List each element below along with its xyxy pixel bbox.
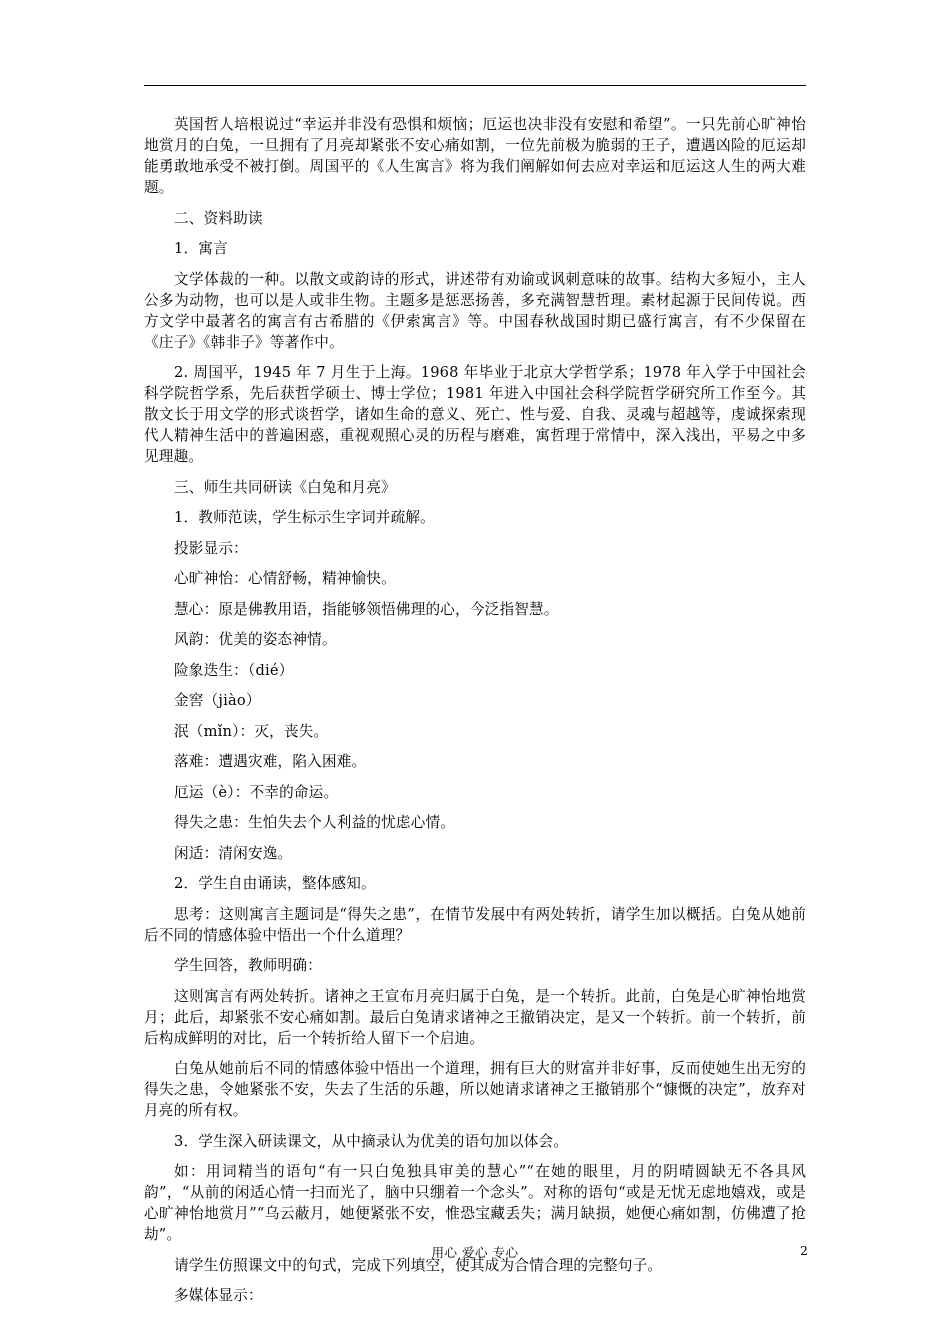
paragraph: 白兔从她前后不同的情感体验中悟出一个道理，拥有巨大的财富并非好事，反而使她生出无穷的得失之患，令她紧张不安，失去了生活的乐趣，所以她请求诸神之王撤销那个“慷慨的决定”，放弃对月亮的所有权。 [144,1060,806,1119]
paragraph: 2. 周国平，1945 年 7 月生于上海。1968 年毕业于北京大学哲学系；1978 年入学于中国社会科学院哲学系，先后获哲学硕士、博士学位；1981 年进入中国社会科学院哲学研究所工作至今。其散文长于用文学的形式谈哲学，诸如生命的意义、死亡、性与爱、自我、灵魂与超越等，虔诚探索现代人精神生活中的普遍困惑，重视观照心灵的历程与磨难，寓哲理于常情中，深入浅出，平易之中多见理趣。 [144,364,806,465]
header-rule [144,85,806,86]
vocab-item: 金窖（jiào） [174,692,261,709]
vocab-item: 泯（mǐn）：灭，丧失。 [174,722,329,740]
paragraph: 1．教师范读，学生标示生字词并疏解。 [174,509,435,526]
paragraph: 请学生仿照课文中的句式，完成下列填空，使其成为合情合理的完整句子。 [174,1256,663,1274]
paragraph: 多媒体显示： [174,1287,263,1304]
subsection-heading: 1．寓言 [174,240,228,257]
paragraph: 这则寓言有两处转折。诸神之王宣布月亮归属于白兔，是一个转折。此前，白兔是心旷神怡地赏月；此后，却紧张不安心痛如割。最后白兔请求诸神之王撤销决定，是又一个转折。前一个转折，前后构成鲜明的对比，后一个转折给人留下一个启迪。 [144,987,806,1047]
paragraph: 思考：这则寓言主题词是“得失之患”，在情节发展中有两处转折，请学生加以概括。白兔从她前后不同的情感体验中悟出一个什么道理？ [144,905,806,944]
vocab-item: 慧心：原是佛教用语，指能够领悟佛理的心，今泛指智慧。 [174,600,559,618]
paragraph: 投影显示： [174,539,248,557]
paragraph: 3．学生深入研读课文，从中摘录认为优美的语句加以体会。 [174,1132,569,1150]
paragraph: 2．学生自由诵读，整体感知。 [174,875,376,892]
section-heading: 三、师生共同研读《白兔和月亮》 [174,478,396,496]
vocab-item: 险象迭生：（dié） [174,661,294,679]
vocab-item: 落难：遭遇灾难，陷入困难。 [174,753,367,770]
paragraph: 学生回答，教师明确： [174,957,322,974]
vocab-item: 得失之患：生怕失去个人利益的忧虑心情。 [174,814,456,831]
page-footer [0,1243,950,1263]
paragraph: 如：用词精当的语句“有一只白兔独具审美的慧心”“在她的眼里，月的阴晴圆缺无不各具风韵”，“从前的闲适心情一扫而光了，脑中只绷着一个念头”。对称的语句“或是无忧无虑地嬉戏，或是心旷神怡地赏月”“乌云蔽月，她便紧张不安，惟恐宝藏丢失；满月缺损，她便心痛如割，仿佛遭了抢劫”。 [144,1163,806,1243]
body-text [144,114,806,1316]
section-heading: 二、资料助读 [174,209,263,227]
page-number: 2 [800,1243,808,1258]
footer-motto: 用心 爱心 专心 [431,1245,519,1260]
vocab-item: 风韵：优美的姿态神情。 [174,631,337,648]
vocab-item: 心旷神怡：心情舒畅，精神愉快。 [174,570,396,587]
paragraph: 英国哲人培根说过“幸运并非没有恐惧和烦恼；厄运也决非没有安慰和希望”。一只先前心旷神怡地赏月的白兔，一旦拥有了月亮却紧张不安心痛如割，一位先前极为脆弱的王子，遭遇凶险的厄运却能勇敢地承受不被打倒。周国平的《人生寓言》将为我们阐解如何去应对幸运和厄运这人生的两大难题。 [144,116,806,196]
vocab-item: 闲适：清闲安逸。 [174,844,293,862]
paragraph: 文学体裁的一种。以散文或韵诗的形式，讲述带有劝谕或讽刺意味的故事。结构大多短小，主人公多为动物，也可以是人或非生物。主题多是惩恶扬善，多充满智慧哲理。素材起源于民间传说。西方文学中最著名的寓言有古希腊的《伊索寓言》等。中国春秋战国时期已盛行寓言，有不少保留在《庄子》《韩非子》等著作中。 [144,270,806,351]
vocab-item: 厄运（è）：不幸的命运。 [174,783,339,801]
